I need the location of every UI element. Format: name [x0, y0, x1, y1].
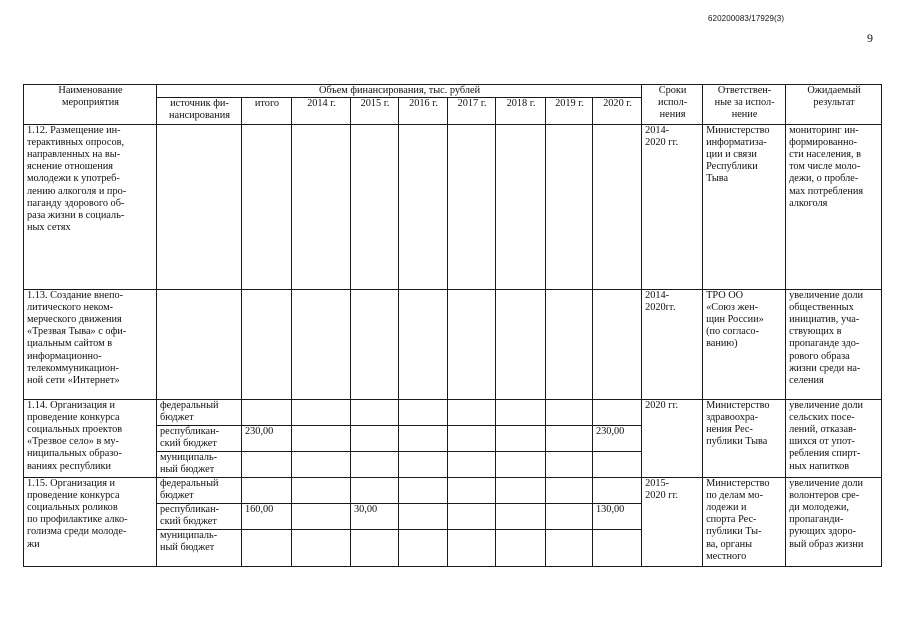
header-year-2019: 2019 г. [546, 98, 593, 125]
source-municipal: муниципаль- ный бюджет [157, 452, 242, 478]
total-cell [242, 478, 292, 504]
measure-name: 1.15. Организация и проведение конкурса социальных роликов по профилактике алко- голизма среди молоде- жи [24, 478, 157, 567]
year-cell [593, 290, 642, 400]
year-cell [546, 478, 593, 504]
year-cell [593, 478, 642, 504]
year-cell [351, 452, 399, 478]
year-cell [351, 530, 399, 567]
year-cell [292, 125, 351, 290]
year-cell [351, 290, 399, 400]
measure-responsible: ТРО ОО «Союз жен- щин России» (по согласо- ванию) [703, 290, 786, 400]
year-cell [292, 426, 351, 452]
header-year-2014: 2014 г. [292, 98, 351, 125]
total-cell [242, 400, 292, 426]
measure-name: 1.13. Создание внепо- литического неком- мерческого движения «Трезвая Тыва» с офи- циальным сайтом в информационно- телекоммуникацион- ной сети «Интернет» [24, 290, 157, 400]
year-cell: 30,00 [351, 504, 399, 530]
source-republican: республикан- ский бюджет [157, 504, 242, 530]
table-row [24, 125, 882, 290]
year-cell [546, 530, 593, 567]
year-cell [448, 426, 496, 452]
measure-term: 2014- 2020гг. [642, 290, 703, 400]
year-cell [448, 125, 496, 290]
page-number: 9 [867, 31, 873, 45]
year-cell [292, 452, 351, 478]
table-row [24, 290, 882, 400]
year-cell [448, 452, 496, 478]
document-id: 620200083/17929(3) [708, 14, 785, 23]
year-cell [292, 478, 351, 504]
year-cell [496, 125, 546, 290]
source-federal: федеральный бюджет [157, 400, 242, 426]
year-cell [399, 478, 448, 504]
header-year-2018: 2018 г. [496, 98, 546, 125]
year-cell [496, 478, 546, 504]
source-municipal: муниципаль- ный бюджет [157, 530, 242, 567]
year-cell [351, 478, 399, 504]
year-cell [448, 530, 496, 567]
measure-result: мониторинг ин- формированно- сти населения, в том числе моло- дежи, о пробле- мах потребления алкоголя [786, 125, 882, 290]
source-cell [157, 125, 242, 290]
year-cell [399, 125, 448, 290]
total-cell [242, 125, 292, 290]
header-name: Наименование мероприятия [24, 85, 157, 125]
header-row-top [24, 85, 882, 98]
table-row [24, 478, 882, 504]
measure-result: увеличение доли общественных инициатив, уча- ствующих в пропаганде здо- рового образа жизни среди на- селения [786, 290, 882, 400]
header-year-2015: 2015 г. [351, 98, 399, 125]
total-cell [242, 452, 292, 478]
year-cell [593, 125, 642, 290]
total-cell: 230,00 [242, 426, 292, 452]
year-cell [496, 504, 546, 530]
header-source: источник фи- нансирования [157, 98, 242, 125]
year-cell [399, 504, 448, 530]
year-cell [593, 400, 642, 426]
header-year-2020: 2020 г. [593, 98, 642, 125]
year-cell [399, 426, 448, 452]
measure-term: 2015- 2020 гг. [642, 478, 703, 567]
year-cell [399, 530, 448, 567]
table-row [24, 400, 882, 426]
year-cell [496, 400, 546, 426]
year-cell: 230,00 [593, 426, 642, 452]
year-cell: 130,00 [593, 504, 642, 530]
measure-term: 2020 гг. [642, 400, 703, 478]
measure-name: 1.12. Размещение ин- терактивных опросов, направленных на вы- яснение отношения молодежи к употреб- лению алкоголя и про- паганду здорового об- раза жизни в социаль- ных сетях [24, 125, 157, 290]
measure-name: 1.14. Организация и проведение конкурса социальных проектов «Трезвое село» в му- ниципальных образо- ваниях республики [24, 400, 157, 478]
year-cell [292, 400, 351, 426]
header-year-2017: 2017 г. [448, 98, 496, 125]
measure-responsible: Министерство здравоохра- нения Рес- публики Тыва [703, 400, 786, 478]
year-cell [546, 504, 593, 530]
year-cell [399, 452, 448, 478]
year-cell [496, 452, 546, 478]
header-total: итого [242, 98, 292, 125]
measure-result: увеличение доли волонтеров сре- ди молодежи, пропаганди- рующих здоро- вый образ жизни [786, 478, 882, 567]
header-responsible: Ответствен- ные за испол- нение [703, 85, 786, 125]
source-republican: республикан- ский бюджет [157, 426, 242, 452]
total-cell [242, 290, 292, 400]
header-funding: Объем финансирования, тыс. рублей [157, 85, 642, 98]
year-cell [351, 125, 399, 290]
total-cell: 160,00 [242, 504, 292, 530]
year-cell [448, 504, 496, 530]
year-cell [351, 400, 399, 426]
year-cell [448, 290, 496, 400]
year-cell [496, 426, 546, 452]
year-cell [292, 530, 351, 567]
year-cell [546, 125, 593, 290]
year-cell [593, 530, 642, 567]
year-cell [496, 290, 546, 400]
year-cell [351, 426, 399, 452]
year-cell [546, 452, 593, 478]
header-term: Сроки испол- нения [642, 85, 703, 125]
measure-result: увеличение доли сельских посе- лений, отказав- шихся от упот- ребления спирт- ных напитков [786, 400, 882, 478]
source-federal: федеральный бюджет [157, 478, 242, 504]
header-result: Ожидаемый результат [786, 85, 882, 125]
year-cell [593, 452, 642, 478]
measure-responsible: Министерство информатиза- ции и связи Республики Тыва [703, 125, 786, 290]
year-cell [448, 478, 496, 504]
year-cell [399, 290, 448, 400]
measures-table [23, 84, 882, 567]
year-cell [448, 400, 496, 426]
year-cell [546, 400, 593, 426]
year-cell [546, 290, 593, 400]
measure-term: 2014- 2020 гг. [642, 125, 703, 290]
year-cell [292, 504, 351, 530]
header-year-2016: 2016 г. [399, 98, 448, 125]
year-cell [546, 426, 593, 452]
total-cell [242, 530, 292, 567]
source-cell [157, 290, 242, 400]
year-cell [496, 530, 546, 567]
year-cell [399, 400, 448, 426]
year-cell [292, 290, 351, 400]
measure-responsible: Министерство по делам мо- лодежи и спорта Рес- публики Ты- ва, органы местного [703, 478, 786, 567]
